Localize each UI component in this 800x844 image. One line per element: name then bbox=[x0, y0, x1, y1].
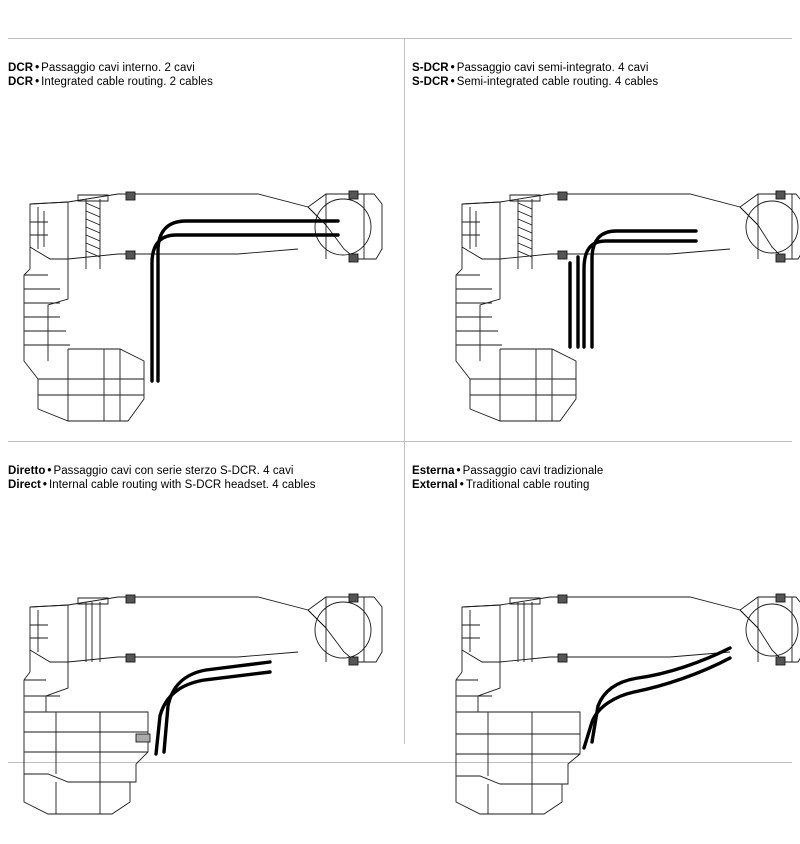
caption-separator-en: • bbox=[42, 479, 47, 491]
caption-esterna bbox=[412, 464, 800, 492]
figure-dcr bbox=[8, 99, 404, 429]
caption-separator-it: • bbox=[35, 62, 40, 74]
caption-desc-en: Integrated cable routing. 2 cables bbox=[41, 76, 213, 88]
panel-diretto bbox=[8, 442, 404, 844]
caption-separator-en: • bbox=[450, 76, 455, 88]
caption-term-en: DCR bbox=[8, 76, 34, 88]
caption-s-dcr bbox=[412, 61, 800, 89]
caption-line-it bbox=[8, 61, 398, 75]
caption-term-it: Esterna bbox=[412, 465, 455, 477]
cable-path-diretto bbox=[156, 662, 270, 754]
caption-separator-it: • bbox=[456, 465, 461, 477]
panel-s-dcr bbox=[412, 39, 800, 441]
stem-body-dcr bbox=[24, 191, 382, 421]
caption-desc-it: Passaggio cavi con serie sterzo S-DCR. 4 cavi bbox=[53, 465, 294, 477]
divider-vertical bbox=[404, 38, 405, 744]
figure-esterna bbox=[412, 502, 800, 832]
figure-diretto bbox=[8, 502, 404, 832]
stem-body-esterna bbox=[456, 594, 800, 814]
cable-path-dcr bbox=[152, 221, 338, 381]
caption-term-en: External bbox=[412, 479, 458, 491]
caption-separator-it: • bbox=[450, 62, 455, 74]
caption-term-it: Diretto bbox=[8, 465, 46, 477]
caption-desc-en: Internal cable routing with S-DCR headset. 4 cables bbox=[48, 479, 316, 491]
caption-desc-en: Traditional cable routing bbox=[465, 479, 590, 491]
caption-separator-en: • bbox=[35, 76, 40, 88]
caption-line-en bbox=[8, 478, 398, 492]
caption-desc-it: Passaggio cavi interno. 2 cavi bbox=[41, 62, 195, 74]
caption-dcr bbox=[8, 61, 398, 89]
figure-s-dcr bbox=[412, 99, 800, 429]
caption-desc-en: Semi-integrated cable routing. 4 cables bbox=[456, 76, 659, 88]
cable-path-s-dcr bbox=[570, 231, 696, 347]
caption-term-en: Direct bbox=[8, 479, 41, 491]
caption-desc-it: Passaggio cavi semi-integrato. 4 cavi bbox=[456, 62, 649, 74]
caption-separator-it: • bbox=[47, 465, 52, 477]
cable-path-esterna bbox=[584, 648, 730, 748]
caption-desc-it: Passaggio cavi tradizionale bbox=[462, 465, 604, 477]
stem-body-diretto bbox=[24, 594, 382, 814]
caption-line-it bbox=[412, 464, 800, 478]
caption-separator-en: • bbox=[459, 479, 464, 491]
caption-term-it: DCR bbox=[8, 62, 34, 74]
caption-line-it bbox=[412, 61, 800, 75]
panel-esterna bbox=[412, 442, 800, 844]
caption-term-en: S-DCR bbox=[412, 76, 449, 88]
stem-body-s-dcr bbox=[456, 191, 800, 421]
caption-line-en bbox=[412, 478, 800, 492]
caption-diretto bbox=[8, 464, 398, 492]
caption-term-it: S-DCR bbox=[412, 62, 449, 74]
panel-dcr bbox=[8, 39, 404, 441]
caption-line-it bbox=[8, 464, 398, 478]
caption-line-en bbox=[8, 75, 398, 89]
caption-line-en bbox=[412, 75, 800, 89]
